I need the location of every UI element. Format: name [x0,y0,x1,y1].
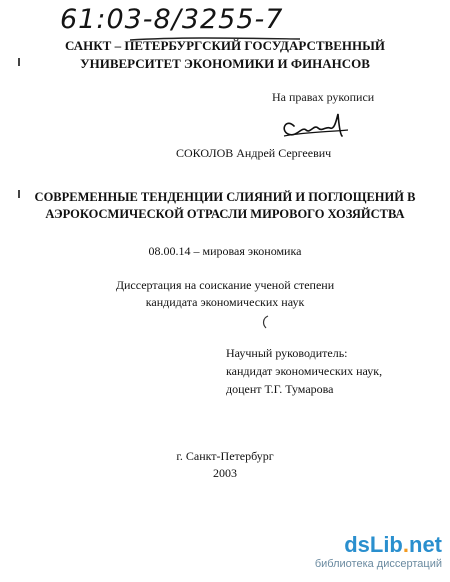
dslib-logo: dsLib.net [344,532,442,557]
institution-line-1: САНКТ – ПЕТЕРБУРГСКИЙ ГОСУДАРСТВЕННЫЙ [64,38,385,53]
year: 2003 [213,466,237,480]
supervisor-label: Научный руководитель: [226,346,348,360]
dissertation-title-line-1: СОВРЕМЕННЫЕ ТЕНДЕНЦИИ СЛИЯНИЙ И ПОГЛОЩЕНИЙ В [34,190,416,204]
author-name: СОКОЛОВ Андрей Сергеевич [176,146,332,160]
dslib-watermark [315,534,442,570]
pen-mark [260,314,272,330]
dslib-tagline: библиотека диссертаций [314,558,442,570]
institution-line-2: УНИВЕРСИТЕТ ЭКОНОМИКИ И ФИНАНСОВ [80,56,370,71]
degree-line-2: кандидата экономических наук [145,295,305,309]
degree-line-1: Диссертация на соискание ученой степени [115,278,335,292]
dissertation-title-line-2: АЭРОКОСМИЧЕСКОЙ ОТРАСЛИ МИРОВОГО ХОЗЯЙСТВА [45,207,405,221]
city: г. Санкт-Петербург [176,449,274,463]
specialty: 08.00.14 – мировая экономика [148,244,302,258]
supervisor-degree: кандидат экономических наук, [226,364,383,378]
handwritten-signature [276,108,356,144]
handwritten-catalog-number: 61:03-8/3255-7 [60,4,284,35]
supervisor-name: доцент Т.Г. Тумарова [226,382,334,396]
rights-note: На правах рукописи [272,90,375,104]
